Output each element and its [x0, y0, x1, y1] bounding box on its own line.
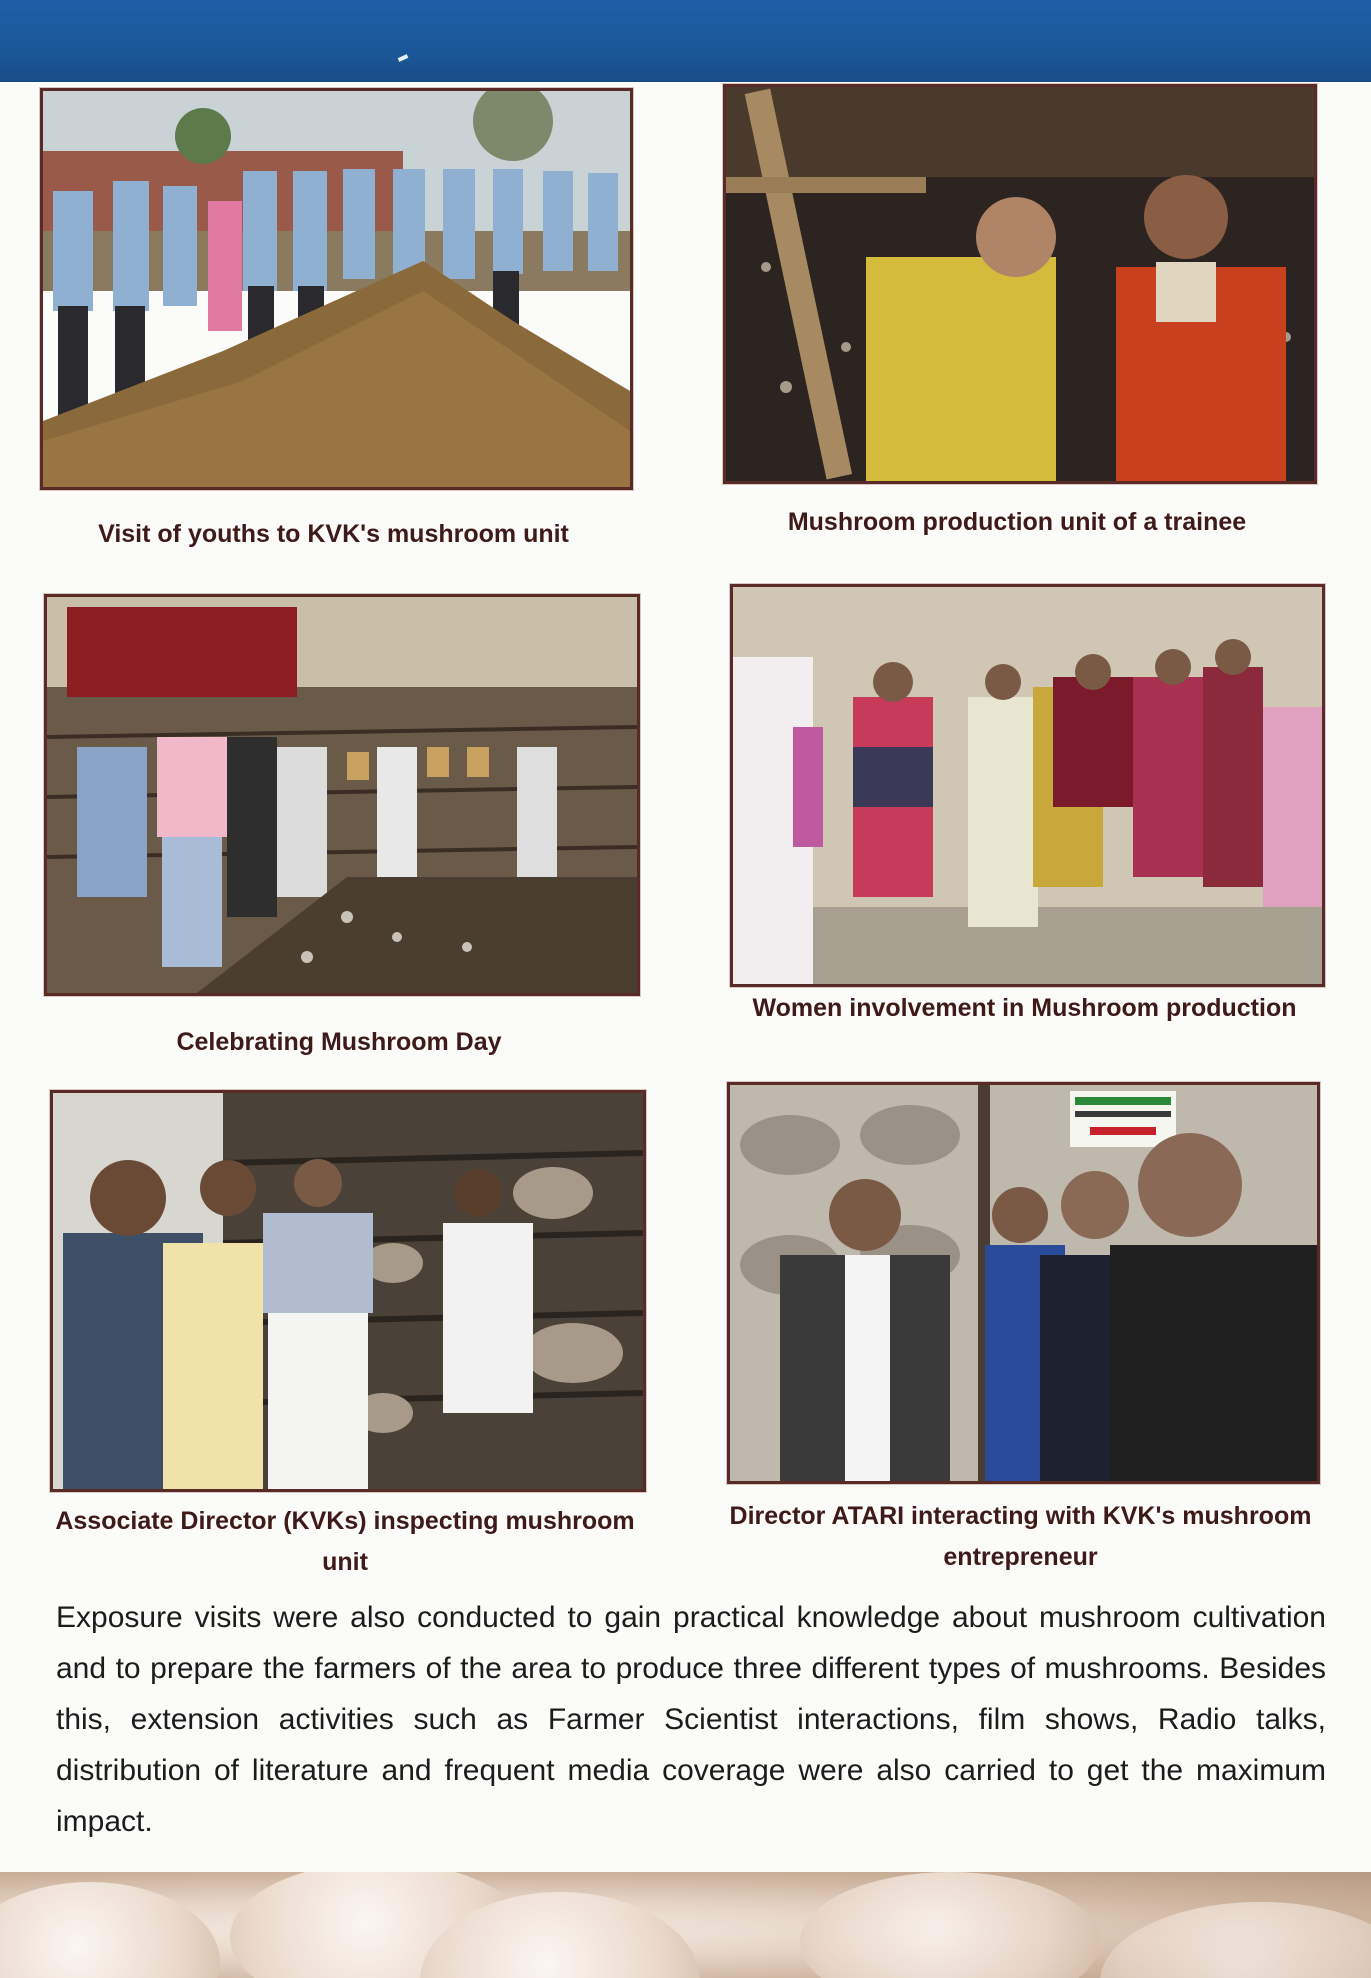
- body-paragraph: Exposure visits were also conducted to gain practical knowledge about mushroom cultivation and to prepare the farmers of the area to produce three different types of mushrooms. Besides this, extension activities such as Farmer Scientist interactions, film shows, Radio talks, distribution of literature and frequent media coverage were also carried to get the maximum impact.: [56, 1601, 1326, 1838]
- photo-director-atari: [727, 1082, 1320, 1484]
- mushroom-cap-shape: [800, 1872, 1100, 1978]
- mushroom-cap-shape: [1100, 1902, 1371, 1978]
- caption-1: Visit of youths to KVK's mushroom unit: [98, 520, 569, 548]
- caption-3: Celebrating Mushroom Day: [176, 1028, 502, 1056]
- photo-youth-visit: [40, 88, 633, 490]
- mushroom-cap-shape: [0, 1882, 220, 1978]
- photo-mushroom-day: [44, 594, 640, 996]
- photo-women-involvement: [730, 584, 1325, 987]
- caption-4: Women involvement in Mushroom production: [752, 994, 1297, 1022]
- caption-2: Mushroom production unit of a trainee: [787, 508, 1247, 536]
- photo-trainee-unit: [723, 84, 1317, 484]
- caption-5: Associate Director (KVKs) inspecting mushroom unit: [55, 1507, 635, 1576]
- header-speck: [398, 54, 409, 62]
- photo-associate-director: [50, 1090, 646, 1492]
- top-header-bar: [0, 0, 1371, 82]
- caption-6: Director ATARI interacting with KVK's mushroom entrepreneur: [729, 1502, 1312, 1571]
- bottom-decorative-band: [0, 1872, 1371, 1978]
